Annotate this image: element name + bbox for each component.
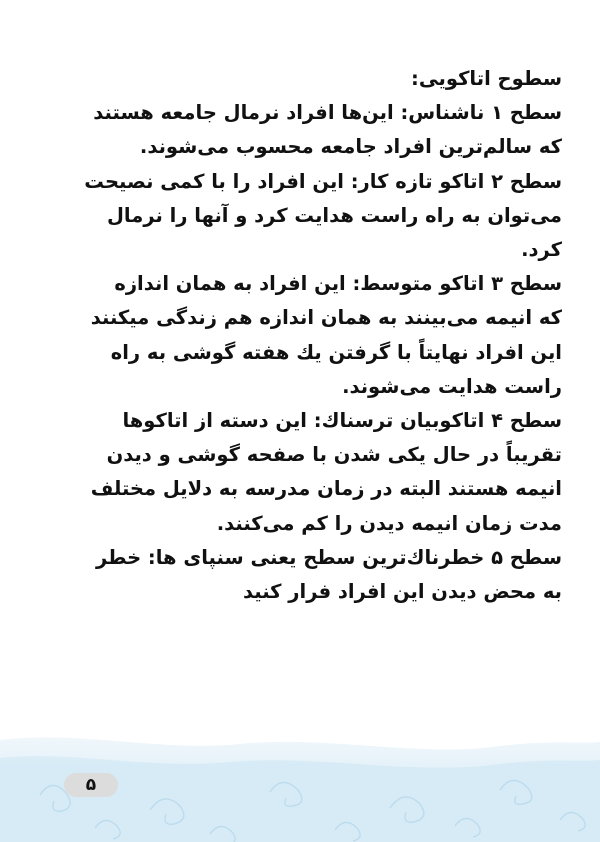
text-line: سطح ۱ ناشناس: این‌ها افراد نرمال جامعه هستند [93,101,562,125]
text-line: سطح ۵ خطرناك‌ترین سطح یعنی سنپای ها: خطر [95,545,562,569]
page-number: ۵ [64,773,118,797]
wave-decoration [0,700,600,842]
text-line: می‌توان به راه راست هدایت کرد و آنها را نرمال [107,203,562,227]
text-line: سطح ۴ اتاکوبیان ترسناك: این دسته از اتاکوها [122,409,562,433]
text-line: کرد. [521,238,562,262]
text-line: سطح ۲ اتاکو تازه کار: این افراد را با کمی نصیحت [84,169,562,193]
text-line: انیمه هستند البته در زمان مدرسه به دلایل مختلف [90,477,562,501]
text-line: تقریباً در حال یکی شدن با صفحه گوشی و دیدن [106,443,562,467]
text-line: به محض دیدن این افراد فرار کنید [242,580,562,604]
text-line: که انیمه می‌بینند به همان اندازه هم زندگی میکنند [90,306,562,330]
heading-levels: سطوح اتاکویی: [411,67,562,90]
body-text [32,62,562,609]
text-line: مدت زمان انیمه دیدن را کم می‌کنند. [216,511,562,535]
text-line: که سالم‌ترین افراد جامعه محسوب می‌شوند. [139,135,562,159]
text-line: این افراد نهایتاً با گرفتن یك هفته گوشی به راه [110,340,562,364]
text-line: سطح ۳ اتاکو متوسط: این افراد به همان اندازه [114,272,562,296]
text-line: راست هدایت می‌شوند. [342,374,562,398]
